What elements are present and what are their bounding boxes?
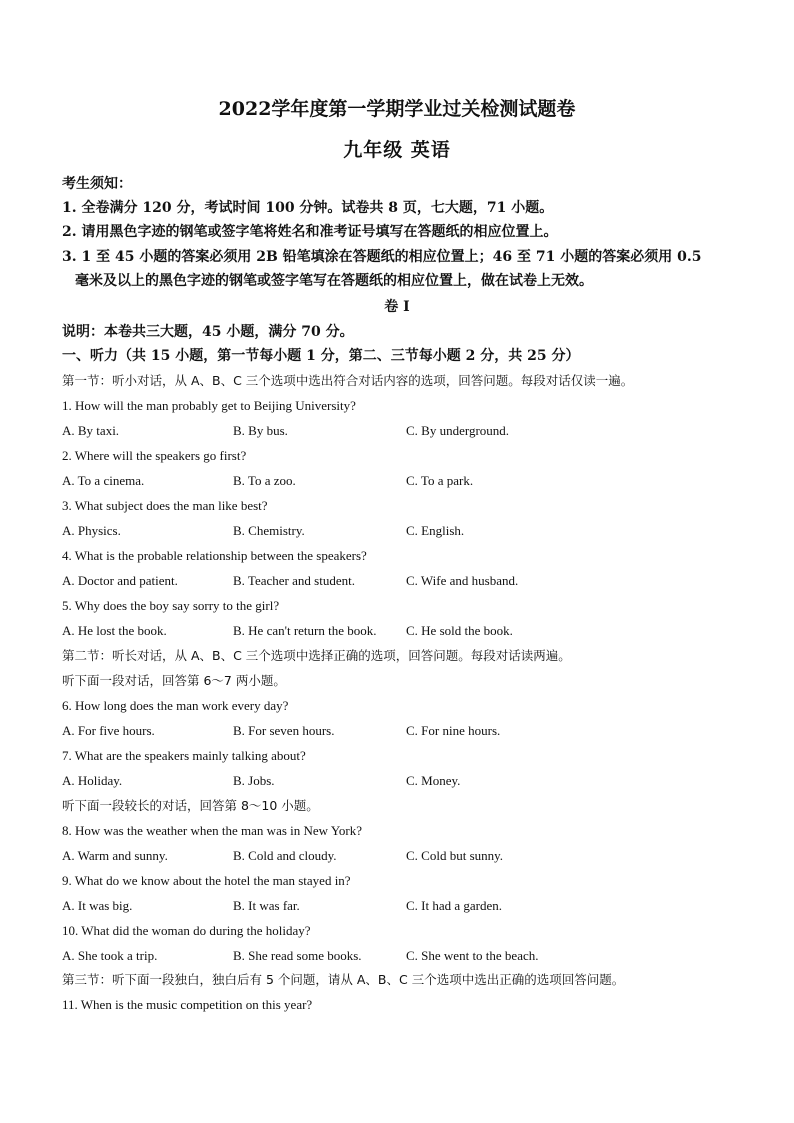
question-2: 2. Where will the speakers go first? (62, 448, 247, 463)
question-3-option-b: B. Chemistry. (233, 523, 305, 538)
question-2-option-c: C. To a park. (406, 473, 474, 488)
question-6-option-c: C. For nine hours. (406, 723, 501, 738)
question-1: 1. How will the man probably get to Beijing University? (62, 398, 356, 413)
question-5-option-c: C. He sold the book. (406, 623, 513, 638)
question-3-option-a: A. Physics. (62, 523, 121, 538)
part2-instruction: 第二节：听长对话，从 A、B、C 三个选项中选择正确的选项，回答问题。每段对话读两遍。 (62, 648, 571, 663)
part1-instruction: 第一节：听小对话，从 A、B、C 三个选项中选出符合对话内容的选项，回答问题。每段对话仅读一遍。 (62, 373, 634, 388)
exam-title: 2022学年度第一学期学业过关检测试题卷 (218, 98, 576, 120)
dialog-8-10-instruction: 听下面一段较长的对话，回答第 8～10 小题。 (62, 798, 319, 813)
question-5: 5. Why does the boy say sorry to the girl? (62, 598, 280, 613)
part3-instruction: 第三节：听下面一段独白，独白后有 5 个问题，请从 A、B、C 三个选项中选出正确的选项回答问题。 (62, 972, 625, 987)
question-9: 9. What do we know about the hotel the man stayed in? (62, 873, 351, 888)
question-8-option-b: B. Cold and cloudy. (233, 848, 337, 863)
question-1-option-c: C. By underground. (406, 423, 510, 438)
question-1-option-b: B. By bus. (233, 423, 288, 438)
volume-label: 卷 I (384, 299, 410, 315)
notice-heading: 考生须知： (62, 176, 132, 192)
notice-item-1: 1. 全卷满分 120 分，考试时间 100 分钟。试卷共 8 页，七大题，71 小题。 (62, 200, 554, 216)
question-4-option-a: A. Doctor and patient. (62, 573, 178, 588)
question-6: 6. How long does the man work every day? (62, 698, 289, 713)
question-8-option-c: C. Cold but sunny. (406, 848, 504, 863)
section-heading-listening: 一、听力（共 15 小题，第一节每小题 1 分，第二、三节每小题 2 分，共 25 分） (62, 348, 580, 364)
question-9-option-a: A. It was big. (62, 898, 133, 913)
question-5-option-a: A. He lost the book. (62, 623, 167, 638)
question-3: 3. What subject does the man like best? (62, 498, 268, 513)
question-8-option-a: A. Warm and sunny. (62, 848, 168, 863)
question-9-option-c: C. It had a garden. (406, 898, 503, 913)
question-2-option-b: B. To a zoo. (233, 473, 296, 488)
question-11: 11. When is the music competition on this year? (62, 997, 313, 1012)
question-6-option-b: B. For seven hours. (233, 723, 335, 738)
exam-subtitle: 九年级 英语 (343, 139, 451, 161)
question-7-option-b: B. Jobs. (233, 773, 275, 788)
question-4-option-c: C. Wife and husband. (406, 573, 519, 588)
question-10-option-a: A. She took a trip. (62, 948, 158, 963)
question-3-option-c: C. English. (406, 523, 465, 538)
question-4: 4. What is the probable relationship between the speakers? (62, 548, 367, 563)
notice-item-3: 3. 1 至 45 小题的答案必须用 2B 铅笔填涂在答题纸的相应位置上；46 至 71 小题的答案必须用 0.5 (62, 249, 702, 265)
question-6-option-a: A. For five hours. (62, 723, 155, 738)
question-10-option-c: C. She went to the beach. (406, 948, 539, 963)
notice-item-2: 2. 请用黑色字迹的钢笔或签字笔将姓名和准考证号填写在答题纸的相应位置上。 (62, 224, 558, 240)
question-8: 8. How was the weather when the man was in New York? (62, 823, 363, 838)
question-7: 7. What are the speakers mainly talking about? (62, 748, 306, 763)
question-10: 10. What did the woman do during the holiday? (62, 923, 311, 938)
question-9-option-b: B. It was far. (233, 898, 300, 913)
question-1-option-a: A. By taxi. (62, 423, 120, 438)
dialog-6-7-instruction: 听下面一段对话，回答第 6～7 两小题。 (62, 673, 286, 688)
question-4-option-b: B. Teacher and student. (233, 573, 355, 588)
question-5-option-b: B. He can't return the book. (233, 623, 377, 638)
question-7-option-c: C. Money. (406, 773, 461, 788)
notice-item-3-continued: 毫米及以上的黑色字迹的钢笔或签字笔写在答题纸的相应位置上，做在试卷上无效。 (75, 273, 593, 289)
question-2-option-a: A. To a cinema. (62, 473, 145, 488)
question-10-option-b: B. She read some books. (233, 948, 362, 963)
volume-explanation: 说明：本卷共三大题，45 小题，满分 70 分。 (62, 324, 354, 340)
question-7-option-a: A. Holiday. (62, 773, 123, 788)
